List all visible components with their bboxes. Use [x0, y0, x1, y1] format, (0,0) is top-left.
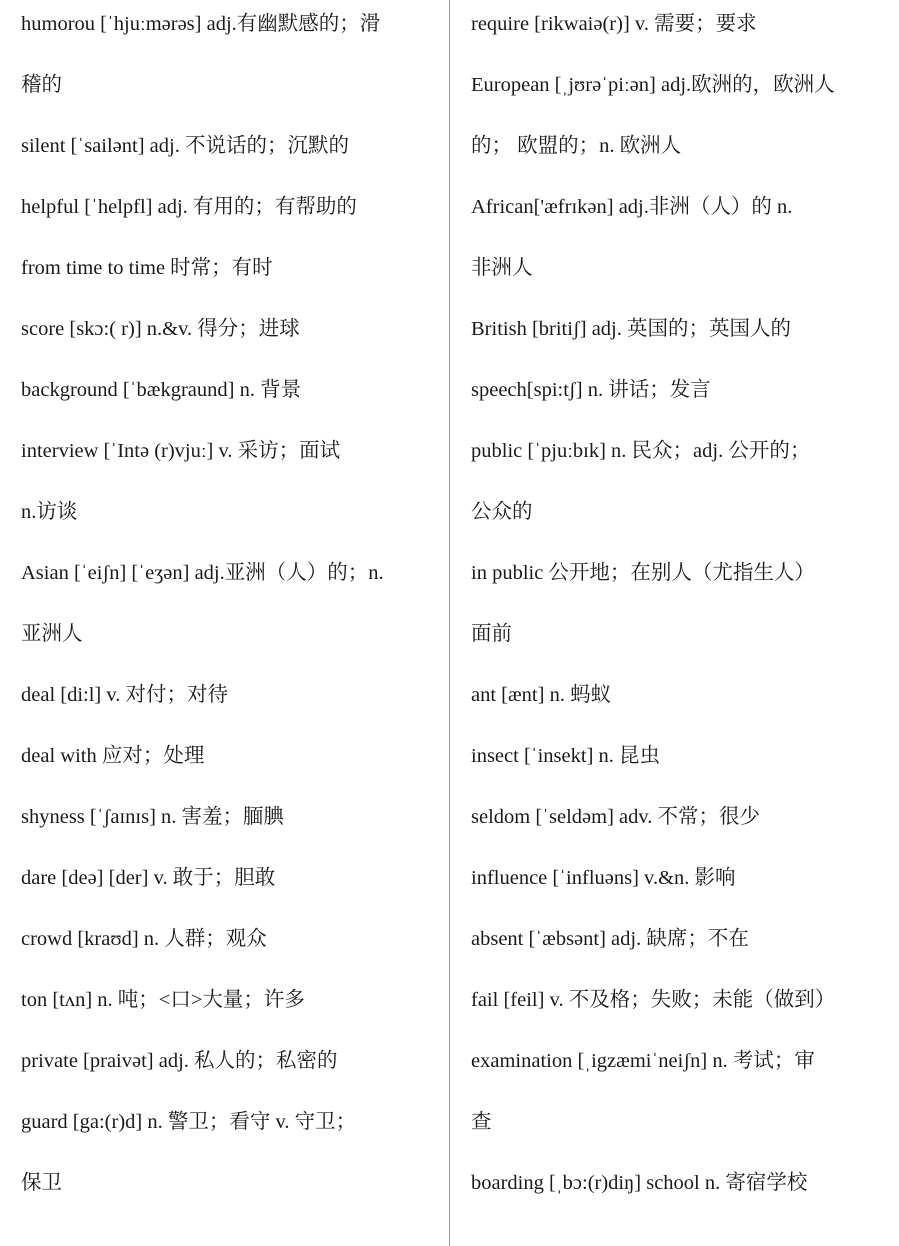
right-line-8: public [ˈpjuːbɪk] n. 民众；adj. 公开的； — [471, 440, 811, 462]
right-line-12: ant [ænt] n. 蚂蚁 — [471, 684, 612, 706]
left-line-1: humorou [ˈhjuːmərəs] adj.有幽默感的；滑 — [21, 13, 381, 35]
right-line-16: absent [ˈæbsənt] adj. 缺席；不在 — [471, 928, 749, 950]
left-line-20: 保卫 — [21, 1172, 62, 1194]
right-line-18: examination [ˌigzæmiˈneiʃn] n. 考试；审 — [471, 1050, 815, 1072]
left-line-13: deal with 应对；处理 — [21, 745, 205, 767]
right-line-10: in public 公开地；在别人（尤指生人） — [471, 562, 815, 584]
right-line-7: speech[spi:tʃ] n. 讲话；发言 — [471, 379, 711, 401]
column-divider — [449, 0, 450, 1246]
right-line-3: 的； 欧盟的；n. 欧洲人 — [471, 135, 682, 157]
right-line-6: British [britiʃ] adj. 英国的；英国人的 — [471, 318, 792, 340]
right-line-14: seldom [ˈseldəm] adv. 不常；很少 — [471, 806, 761, 828]
right-line-1: require [rikwaiə(r)] v. 需要；要求 — [471, 13, 757, 35]
right-line-11: 面前 — [471, 623, 512, 645]
left-line-2: 稽的 — [21, 74, 62, 96]
right-line-5: 非洲人 — [471, 257, 533, 279]
right-line-4: African['æfrɪkən] adj.非洲（人）的 n. — [471, 196, 793, 218]
left-line-17: ton [tʌn] n. 吨；<口>大量；许多 — [21, 989, 305, 1011]
left-line-11: 亚洲人 — [21, 623, 83, 645]
right-line-15: influence [ˈinfluəns] v.&n. 影响 — [471, 867, 736, 889]
right-line-20: boarding [ˌbɔ:(r)diŋ] school n. 寄宿学校 — [471, 1172, 808, 1194]
left-line-19: guard [ga:(r)d] n. 警卫；看守 v. 守卫； — [21, 1111, 357, 1133]
left-line-18: private [praivət] adj. 私人的；私密的 — [21, 1050, 338, 1072]
left-line-14: shyness [ˈʃaɪnɪs] n. 害羞；腼腆 — [21, 806, 285, 828]
left-line-15: dare [deə] [der] v. 敢于；胆敢 — [21, 867, 276, 889]
left-line-5: from time to time 时常；有时 — [21, 257, 273, 279]
left-line-3: silent [ˈsailənt] adj. 不说话的；沉默的 — [21, 135, 349, 157]
right-line-19: 查 — [471, 1111, 492, 1133]
left-line-7: background [ˈbækgraund] n. 背景 — [21, 379, 302, 401]
left-line-16: crowd [kraʊd] n. 人群；观众 — [21, 928, 267, 950]
right-line-17: fail [feil] v. 不及格；失败；未能（做到） — [471, 989, 836, 1011]
left-line-8: interview [ˈIntə (r)vjuː] v. 采访；面试 — [21, 440, 341, 462]
left-line-6: score [skɔ:( r)] n.&v. 得分；进球 — [21, 318, 300, 340]
right-line-9: 公众的 — [471, 501, 533, 523]
right-line-13: insect [ˈinsekt] n. 昆虫 — [471, 745, 661, 767]
left-line-9: n.访谈 — [21, 501, 78, 523]
left-line-10: Asian [ˈeiʃn] [ˈeʒən] adj.亚洲（人）的；n. — [21, 562, 384, 584]
left-line-12: deal [di:l] v. 对付；对待 — [21, 684, 229, 706]
left-line-4: helpful [ˈhelpfl] adj. 有用的；有帮助的 — [21, 196, 357, 218]
right-line-2: European [ˌjʊrəˈpiːən] adj.欧洲的，欧洲人 — [471, 74, 835, 96]
